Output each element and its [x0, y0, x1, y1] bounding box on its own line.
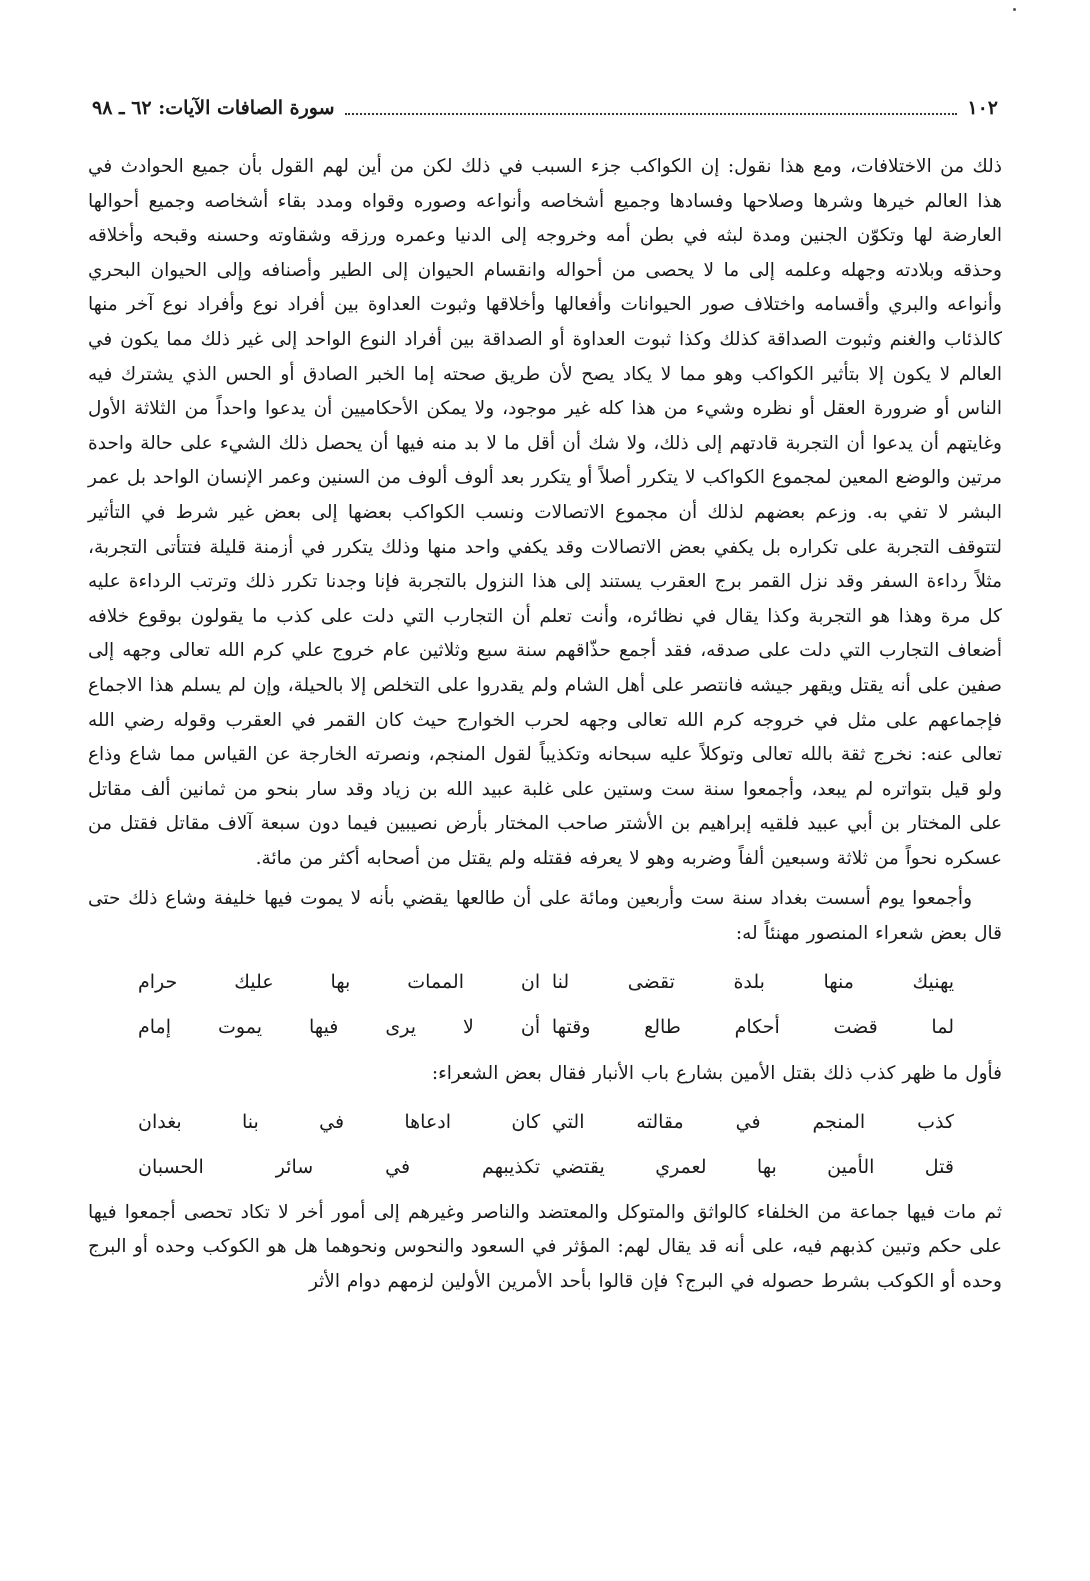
- page-number: ١٠٢: [967, 97, 998, 119]
- poem-first: [88, 960, 1002, 1050]
- verse: [88, 1145, 1002, 1190]
- header-leader-dots: [345, 112, 958, 115]
- paragraph-final: ثم مات فيها جماعة من الخلفاء كالواثق والمتوكل والمعتضد والناصر وغيرهم إلى أمور أخر لا تكاد تحصى أجمعوا فيها على حكم وتبين كذبهم فيه، على أنه قد يقال لهم: المؤثر في السعود والنحوس ونحوهما هل هو الكوكب وحده أو البرج وحده أو الكوكب بشرط حصوله في البرج؟ فإن قالوا بأحد الأمرين الأولين لزمهم دوام الأثر: [88, 1201, 1002, 1292]
- running-title: سورة الصافات الآيات: ٦٢ ـ ٩٨: [92, 97, 335, 119]
- poem-lead-line: فأول ما ظهر كذب ذلك بقتل الأمين بشارع باب الأنبار فقال بعض الشعراء:: [431, 1062, 1002, 1084]
- paragraph-baghdad: وأجمعوا يوم أسست بغداد سنة ست وأربعين ومائة على أن طالعها يقضي بأنه لا يموت فيها خليفة وشاع ذلك حتى قال بعض شعراء المنصور مهنئاً له:: [88, 888, 1002, 945]
- verse-second-hemistich: تكذيبهم في سائر الحسبان: [138, 1155, 541, 1178]
- poem-second: [88, 1100, 1002, 1190]
- verse: [88, 1005, 1002, 1050]
- verse-second-hemistich: أن لا يرى فيها يموت إمام: [138, 1015, 541, 1038]
- page-header: [92, 86, 998, 122]
- verse: [88, 960, 1002, 1005]
- verse-second-hemistich: ان الممات بها عليك حرام: [138, 970, 541, 993]
- page-body: [88, 150, 1002, 1299]
- verse-first-hemistich: يهنيك منها بلدة تقضى لنا: [551, 970, 954, 993]
- verse-second-hemistich: كان ادعاها في بنا بغدان: [138, 1110, 541, 1133]
- verse: [88, 1100, 1002, 1145]
- paragraph-main: ذلك من الاختلافات، ومع هذا نقول: إن الكواكب جزء السبب في ذلك لكن من أين لهم القول بأن جميع الحوادث في هذا العالم خيرها وشرها وصلاحها وفسادها وجميع أشخاصه وأنواعه وصوره وقواه ومدد بقاء أشخاصه وجميع أحوالها العارضة لها وتكوّن الجنين ومدة لبثه في بطن أمه وخروجه إلى الدنيا وعمره ورزقه وشقاوته وحسنه وقبحه وأخلاقه وحذقه وبلادته وجهله وعلمه إلى ما لا يحصى من أحواله وانقسام الحيوان إلى الطير وأصنافه وإلى الحيوان البحري وأنواعه والبري وأقسامه واختلاف صور الحيوانات وأفعالها وأخلاقها وثبوت العداوة بين أفراد نوع وأفراد نوع آخر منها كالذئاب والغنم وثبوت الصداقة كذلك وكذا ثبوت العداوة أو الصداقة بين أفراد النوع الواحد إلى غير ذلك مما يكون في العالم لا يكون إلا بتأثير الكواكب وهو مما لا يكاد يصح لأن طريق صحته إما الخبر الصادق أو الحس الذي يشترك فيه الناس أو ضرورة العقل أو نظره وشيء من هذا كله غير موجود، ولا يمكن الأحكاميين أن يدعوا واحداً من الثلاثة الأول وغايتهم أن يدعوا أن التجربة قادتهم إلى ذلك، ولا شك أن أقل ما لا بد منه فيها أن يحصل ذلك الشيء على حالة واحدة مرتين والوضع المعين لمجموع الكواكب لا يتكرر أصلاً أو يتكرر بعد ألوف ألوف من السنين وعمر الإنسان الواحد بل عمر البشر لا تفي به. وزعم بعضهم لذلك أن مجموع الاتصالات ونسب الكواكب بعضها إلى بعض غير شرط في التأثير لتتوقف التجربة على تكراره بل يكفي بعض الاتصالات وقد يكفي واحد منها وذلك يتكرر في أزمنة قليلة فتتأتى التجربة، مثلاً رداءة السفر وقد نزل القمر برج العقرب يستند إلى هذا النزول بالتجربة فإنا وجدنا تكرر ذلك وترتب الرداءة عليه كل مرة وهذا هو التجربة وكذا يقال في نظائره، وأنت تعلم أن التجارب التي دلت على كذب ما يقولون بوقوع خلافه أضعاف التجارب التي دلت على صدقه، فقد أجمع حذّاقهم سنة سبع وثلاثين عام خروج علي كرم الله تعالى وجهه إلى صفين على أنه يقتل ويقهر جيشه فانتصر على أهل الشام ولم يقدروا على التخلص إلا بالحيلة، وإن لم يسلم هذا الاجماع فإجماعهم على مثل في خروجه كرم الله تعالى وجهه لحرب الخوارج حيث كان القمر في العقرب وقوله رضي الله تعالى عنه: نخرج ثقة بالله تعالى وتوكلاً عليه سبحانه وتكذيباً لقول المنجم، ونصرته الخارجة عن القياس مما شاع وذاع ولو قيل بتواتره لم يبعد، وأجمعوا سنة ست وستين على غلبة عبيد الله بن زياد وقد سار بنحو من ثمانين ألف مقاتل على المختار بن أبي عبيد فلقيه إبراهيم بن الأشتر صاحب المختار بأرض نصيبين فيما دون سبعة آلاف مقاتل فقتل من عسكره نحواً من ثلاثة وسبعين ألفاً وضربه وهو لا يعرفه فقتله ولم يقتل من أصحابه أكثر من مائة.: [88, 156, 1002, 869]
- verse-first-hemistich: كذب المنجم في مقالته التي: [551, 1110, 954, 1133]
- verse-first-hemistich: لما قضت أحكام طالع وقتها: [551, 1015, 954, 1038]
- scan-mark: [1013, 8, 1016, 11]
- verse-first-hemistich: قتل الأمين بها لعمري يقتضي: [551, 1155, 954, 1178]
